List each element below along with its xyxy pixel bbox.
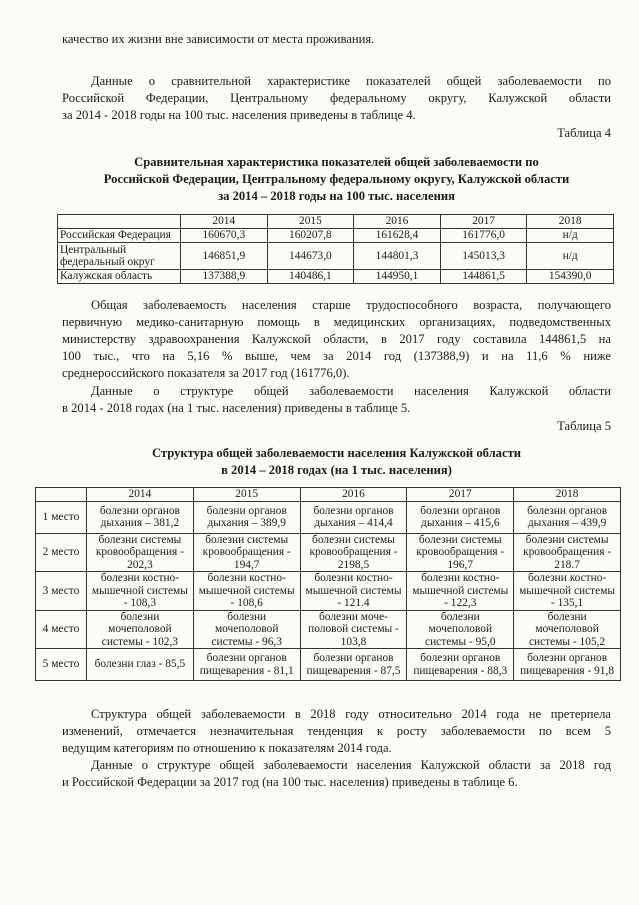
table-cell: болезни костно-мышечной системы - 135,1 — [514, 572, 621, 611]
table-header-row — [58, 215, 614, 229]
paragraph-line: Структура общей заболеваемости в 2018 году относительно 2014 года не претерпела — [91, 707, 611, 721]
table-cell: 140486,1 — [267, 270, 354, 284]
table-cell: болезни мочеполовой системы - 95,0 — [407, 610, 514, 649]
header-cell: 2017 — [440, 215, 527, 229]
place-label: 5 место — [36, 649, 87, 681]
paragraph-line: за 2014 - 2018 годы на 100 тыс. населения приведены в таблице 4. — [62, 108, 416, 122]
table-cell: болезни мочеполовой системы - 105,2 — [514, 610, 621, 649]
header-cell: 2014 — [181, 215, 268, 229]
paragraph-line: среднероссийского показателя за 2017 год (161776,0). — [62, 366, 350, 380]
table-cell: болезни костно-мышечной системы - 108,6 — [193, 572, 300, 611]
header-cell — [58, 215, 181, 229]
paragraph-line: первичную медико-санитарную помощь в медицинских организациях, подведомственных — [62, 315, 611, 329]
table-title: в 2014 – 2018 годах (на 1 тыс. населения) — [221, 463, 452, 477]
table-cell: 160207,8 — [267, 229, 354, 243]
table-cell: болезни мочеполовой системы - 102,3 — [87, 610, 194, 649]
table-label: Таблица 4 — [557, 126, 611, 140]
table-cell: н/д — [527, 243, 614, 270]
table-cell: болезни моче-половой системы - 103,8 — [300, 610, 407, 649]
table-cell: болезни органов дыхания – 439,9 — [514, 501, 621, 533]
table-cell: болезни органов дыхания – 414,4 — [300, 501, 407, 533]
table-row — [36, 533, 621, 572]
table-row — [36, 610, 621, 649]
table-cell: болезни глаз - 85,5 — [87, 649, 194, 681]
table-row — [58, 243, 614, 270]
place-label: 3 место — [36, 572, 87, 611]
header-cell: 2015 — [193, 488, 300, 502]
paragraph-line: Данные о сравнительной характеристике показателей общей заболеваемости по — [91, 74, 611, 88]
paragraph-line: министерству здравоохранения Калужской области, в 2017 году составила 144861,5 на — [62, 332, 611, 346]
table-row — [36, 501, 621, 533]
paragraph-line: Российской Федерации, Центральному федеральному округу, Калужской области — [62, 91, 611, 105]
row-label: Российская Федерация — [58, 229, 181, 243]
table-label: Таблица 5 — [557, 419, 611, 433]
table-cell: болезни системы кровообращения - 196,7 — [407, 533, 514, 572]
table-cell: болезни органов дыхания – 415,6 — [407, 501, 514, 533]
table-row — [36, 649, 621, 681]
header-cell: 2018 — [514, 488, 621, 502]
table-cell: 146851,9 — [181, 243, 268, 270]
table-title: Сравнительная характеристика показателей общей заболеваемости по — [134, 155, 539, 169]
table-cell: болезни костно-мышечной системы - 121.4 — [300, 572, 407, 611]
table-cell: болезни органов пищеварения - 81,1 — [193, 649, 300, 681]
paragraph-line: ведущим категориям по отношению к показателям 2014 года. — [62, 741, 392, 755]
paragraph-line: Общая заболеваемость населения старше трудоспособного возраста, получающего — [91, 298, 611, 312]
table-cell: 154390,0 — [527, 270, 614, 284]
table-row — [58, 270, 614, 284]
table-row — [36, 572, 621, 611]
header-cell: 2018 — [527, 215, 614, 229]
table-cell: болезни мочеполовой системы - 96,3 — [193, 610, 300, 649]
header-cell: 2017 — [407, 488, 514, 502]
place-label: 2 место — [36, 533, 87, 572]
comparison-table — [57, 214, 614, 284]
table-cell: 144950,1 — [354, 270, 441, 284]
table-cell: болезни органов пищеварения - 87,5 — [300, 649, 407, 681]
place-label: 4 место — [36, 610, 87, 649]
table-cell: болезни системы кровообращения - 194,7 — [193, 533, 300, 572]
table-cell: 145013,3 — [440, 243, 527, 270]
table-row — [58, 229, 614, 243]
header-cell: 2016 — [354, 215, 441, 229]
paragraph-line: 100 тыс., что на 5,16 % выше, чем за 2014 год (137388,9) и на 11,6 % ниже — [62, 349, 611, 363]
table-cell: 144801,3 — [354, 243, 441, 270]
table-cell: 160670,3 — [181, 229, 268, 243]
table-header-row — [36, 488, 621, 502]
table-cell: 137388,9 — [181, 270, 268, 284]
table-cell: болезни системы кровообращения - 2198,5 — [300, 533, 407, 572]
table-cell: н/д — [527, 229, 614, 243]
paragraph-line: в 2014 - 2018 годах (на 1 тыс. населения) приведены в таблице 5. — [62, 401, 411, 415]
table-cell: болезни органов пищеварения - 91,8 — [514, 649, 621, 681]
header-cell — [36, 488, 87, 502]
table-cell: болезни костно-мышечной системы - 122,3 — [407, 572, 514, 611]
row-label: Калужская область — [58, 270, 181, 284]
header-cell: 2015 — [267, 215, 354, 229]
table-cell: 144861,5 — [440, 270, 527, 284]
table-title: Структура общей заболеваемости населения Калужской области — [151, 446, 522, 460]
table-title: Российской Федерации, Центральному федеральному округу, Калужской области — [103, 172, 570, 186]
table-cell: болезни системы кровообращения - 202,3 — [87, 533, 194, 572]
header-cell: 2016 — [300, 488, 407, 502]
table-cell: 161628,4 — [354, 229, 441, 243]
table-cell: болезни костно-мышечной системы - 108,3 — [87, 572, 194, 611]
table-cell: болезни системы кровообращения - 218.7 — [514, 533, 621, 572]
table-cell: болезни органов пищеварения - 88,3 — [407, 649, 514, 681]
table-title: за 2014 – 2018 годы на 100 тыс. населения — [218, 189, 455, 203]
table-cell: болезни органов дыхания – 389,9 — [193, 501, 300, 533]
intro-line: качество их жизни вне зависимости от места проживания. — [62, 32, 375, 46]
table-cell: болезни органов дыхания – 381,2 — [87, 501, 194, 533]
table-cell: 161776,0 — [440, 229, 527, 243]
header-cell: 2014 — [87, 488, 194, 502]
paragraph-line: Данные о структуре общей заболеваемости населения Калужской области — [91, 384, 611, 398]
paragraph-line: и Российской Федерации за 2017 год (на 100 тыс. населения) приведены в таблице 6. — [62, 775, 518, 789]
paragraph-line: изменений, отмечается незначительная тенденция к росту заболеваемости по всем 5 — [62, 724, 611, 738]
structure-table — [35, 487, 621, 681]
paragraph-line: Данные о структуре общей заболеваемости населения Калужской области за 2018 год — [91, 758, 611, 772]
place-label: 1 место — [36, 501, 87, 533]
row-label: Центральный федеральный округ — [58, 243, 181, 270]
table-cell: 144673,0 — [267, 243, 354, 270]
